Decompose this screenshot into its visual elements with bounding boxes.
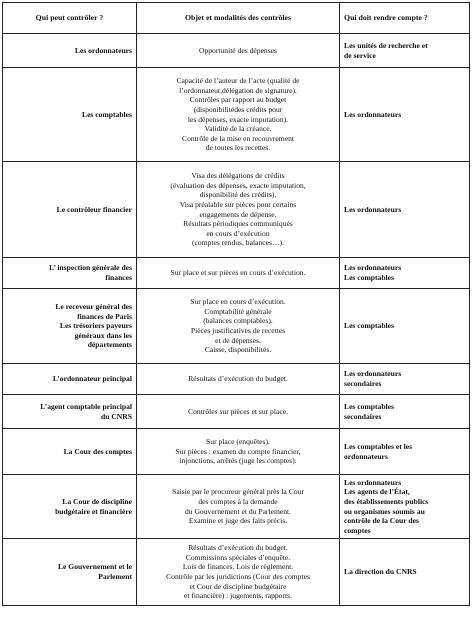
cell-text-line: Les comptables — [344, 273, 394, 282]
table-row — [3, 429, 470, 475]
table-row — [3, 364, 470, 395]
cell-text-line: Parlement — [98, 572, 132, 581]
cell-text-line: Les ordonnateurs — [344, 204, 402, 214]
controller-cell — [3, 68, 137, 162]
cell-text-line: L’agent comptable principal — [40, 401, 132, 411]
header-row — [3, 3, 470, 34]
cell-text-line: Validité de la créance. — [204, 124, 272, 134]
cell-text-line: et Cour de discipline budgétaire — [189, 581, 287, 591]
cell-text-line: Le receveur général des — [55, 302, 132, 312]
cell-text-line: Sur place (enquêtes). — [206, 437, 270, 447]
table-row — [3, 258, 470, 289]
cell-text-line: Les trésoriers payeurs — [59, 321, 132, 331]
cell-text-line: du Gouvernement et du Parlement. — [184, 506, 292, 516]
cell-text-line: secondaires — [344, 411, 382, 421]
accountable-cell — [340, 475, 470, 539]
cell-text-line: l’ordonnateur,délégation de signature). — [179, 85, 297, 95]
cell-text-line: Les agents de l’État, — [344, 487, 410, 497]
cell-text-line: (évaluation des dépenses, exacte imputation, — [170, 180, 306, 190]
cell-text-line: de service — [344, 50, 376, 60]
cell-text-line: et de dépenses. — [215, 335, 261, 345]
cell-text-line: comptes — [344, 525, 371, 535]
controller-cell — [3, 34, 137, 68]
cell-text-line: La Cour de discipline — [62, 496, 132, 506]
cell-text-line: Caisse, disponibilités. — [204, 345, 272, 355]
cell-text-line: Les comptables — [82, 109, 132, 119]
cell-text-line: engagements de dépense. — [199, 209, 277, 219]
table-row — [3, 395, 470, 429]
accountable-cell — [340, 429, 470, 475]
control-object-cell — [137, 475, 340, 539]
cell-text-line: départements — [87, 340, 132, 350]
cell-text-line: finances — [105, 273, 132, 282]
accountable-cell — [340, 162, 470, 258]
cell-text-line: généraux dans les — [74, 330, 132, 340]
table-row — [3, 289, 470, 364]
cell-text-line: Contrôle par les juridictions (Cour des comptes — [166, 572, 310, 581]
controls-table — [2, 2, 470, 606]
control-object-cell — [137, 289, 340, 364]
header-accountable: Qui doit rendre compte ? — [340, 3, 470, 34]
cell-text-line: Comptabilité générale — [204, 306, 272, 316]
control-object-cell — [137, 162, 340, 258]
cell-text-line: finances de Paris — [77, 311, 132, 321]
cell-text-line: Le contrôleur financier — [56, 204, 132, 214]
cell-text-line: ordonnateurs — [344, 451, 388, 461]
table-row — [3, 34, 470, 68]
control-object-cell — [137, 68, 340, 162]
cell-text-line: Les ordonnateurs — [344, 263, 402, 273]
cell-text-line: Visa préalable sur pièces pour certains — [179, 199, 297, 209]
control-object-cell — [137, 258, 340, 289]
cell-text-line: Les comptables — [344, 401, 394, 411]
cell-text-line: Les ordonnateurs — [74, 45, 132, 55]
control-object-cell — [137, 429, 340, 475]
cell-text-line: de toutes les recettes. — [205, 143, 271, 153]
cell-text-line: des comptes à la demande — [198, 496, 278, 506]
controller-cell — [3, 395, 137, 429]
control-object-cell — [137, 34, 340, 68]
control-object-cell — [137, 539, 340, 606]
cell-text-line: Les ordonnateurs — [344, 477, 402, 487]
cell-text-line: Résultats périodiques communiqués — [183, 219, 293, 229]
cell-text-line: des établissements publics — [344, 496, 429, 506]
table-row — [3, 162, 470, 258]
controller-cell — [3, 162, 137, 258]
cell-text-line: Pièces justificatives de recettes — [190, 326, 286, 335]
cell-text-line: La Cour des comptes — [63, 446, 132, 456]
accountable-cell — [340, 68, 470, 162]
controller-cell — [3, 289, 137, 364]
accountable-cell — [340, 34, 470, 68]
accountable-cell — [340, 258, 470, 289]
cell-text-line: Visa des délégations de crédits — [191, 171, 285, 181]
cell-text-line: en cours d’exécution — [206, 228, 270, 238]
cell-text-line: Capacité de l’auteur de l’acte (qualité de — [176, 76, 300, 86]
cell-text-line: Contrôle de la mise en recouvrement — [182, 133, 294, 143]
accountable-cell — [340, 289, 470, 364]
controller-cell — [3, 429, 137, 475]
cell-text-line: Commissions spéciales d’enquête. — [185, 552, 291, 562]
cell-text-line: contrôle de la Cour des — [344, 516, 419, 526]
controller-cell — [3, 364, 137, 395]
cell-text-line: et financière) : jugements, rapports. — [184, 591, 292, 601]
cell-text-line: (disponibilitédes crédits pour — [193, 104, 283, 114]
cell-text-line: Examine et juge des faits précis. — [188, 516, 288, 526]
cell-text-line: Saisie par le procureur général près la Cour — [172, 487, 304, 497]
cell-text-line: L’ inspection générale des — [49, 263, 132, 273]
cell-text-line: Sur place en cours d’exécution. — [190, 297, 286, 307]
table-row — [3, 539, 470, 606]
cell-text-line: Sur pièces : examen du compte financier, — [175, 446, 301, 456]
cell-text-line: Contrôles sur pièces et sur place. — [188, 406, 288, 416]
controller-cell — [3, 475, 137, 539]
accountable-cell — [340, 539, 470, 606]
cell-text-line: disponibilité des crédits). — [199, 190, 277, 200]
cell-text-line: Contrôles par rapport au budget — [189, 95, 287, 105]
header-who-controls: Qui peut contrôler ? — [3, 3, 137, 34]
cell-text-line: L’ordonnateur principal — [52, 374, 132, 384]
cell-text-line: secondaires — [344, 379, 382, 388]
table-body — [3, 34, 470, 606]
cell-text-line: Opportunité des dépenses — [198, 45, 278, 55]
cell-text-line: les dépenses, exacte imputation). — [187, 114, 289, 124]
cell-text-line: du CNRS — [100, 411, 132, 421]
cell-text-line: Résultats d’exécution du budget. — [188, 374, 288, 384]
cell-text-line: Les ordonnateurs — [344, 369, 402, 379]
control-object-cell — [137, 364, 340, 395]
table-row — [3, 68, 470, 162]
table-row — [3, 475, 470, 539]
cell-text-line: Lois de finances. Lois de règlement. — [182, 562, 294, 572]
controller-cell — [3, 258, 137, 289]
cell-text-line: Les ordonnateurs — [344, 109, 402, 119]
controller-cell — [3, 539, 137, 606]
control-object-cell — [137, 395, 340, 429]
cell-text-line: ou organismes soumis au — [344, 506, 425, 516]
cell-text-line: injonctions, arrêtés (juge les comptes). — [179, 456, 297, 466]
accountable-cell — [340, 395, 470, 429]
cell-text-line: Les comptables — [344, 321, 394, 331]
cell-text-line: La direction du CNRS — [344, 567, 417, 577]
cell-text-line: Le Gouvernement et le — [57, 562, 132, 572]
cell-text-line: (comptes rendus, balances…). — [192, 238, 284, 248]
cell-text-line: Les comptables et les — [344, 441, 413, 451]
cell-text-line: budgétaire et financière — [55, 506, 132, 516]
cell-text-line: (balances comptables). — [203, 316, 273, 326]
cell-text-line: Résultats d’exécution du budget. — [188, 543, 288, 553]
cell-text-line: Sur place et sur pièces en cours d’exécution. — [170, 268, 306, 278]
cell-text-line: Les unités de recherche et — [344, 40, 428, 50]
header-object-modalities: Objet et modalités des contrôles — [137, 3, 340, 34]
accountable-cell — [340, 364, 470, 395]
